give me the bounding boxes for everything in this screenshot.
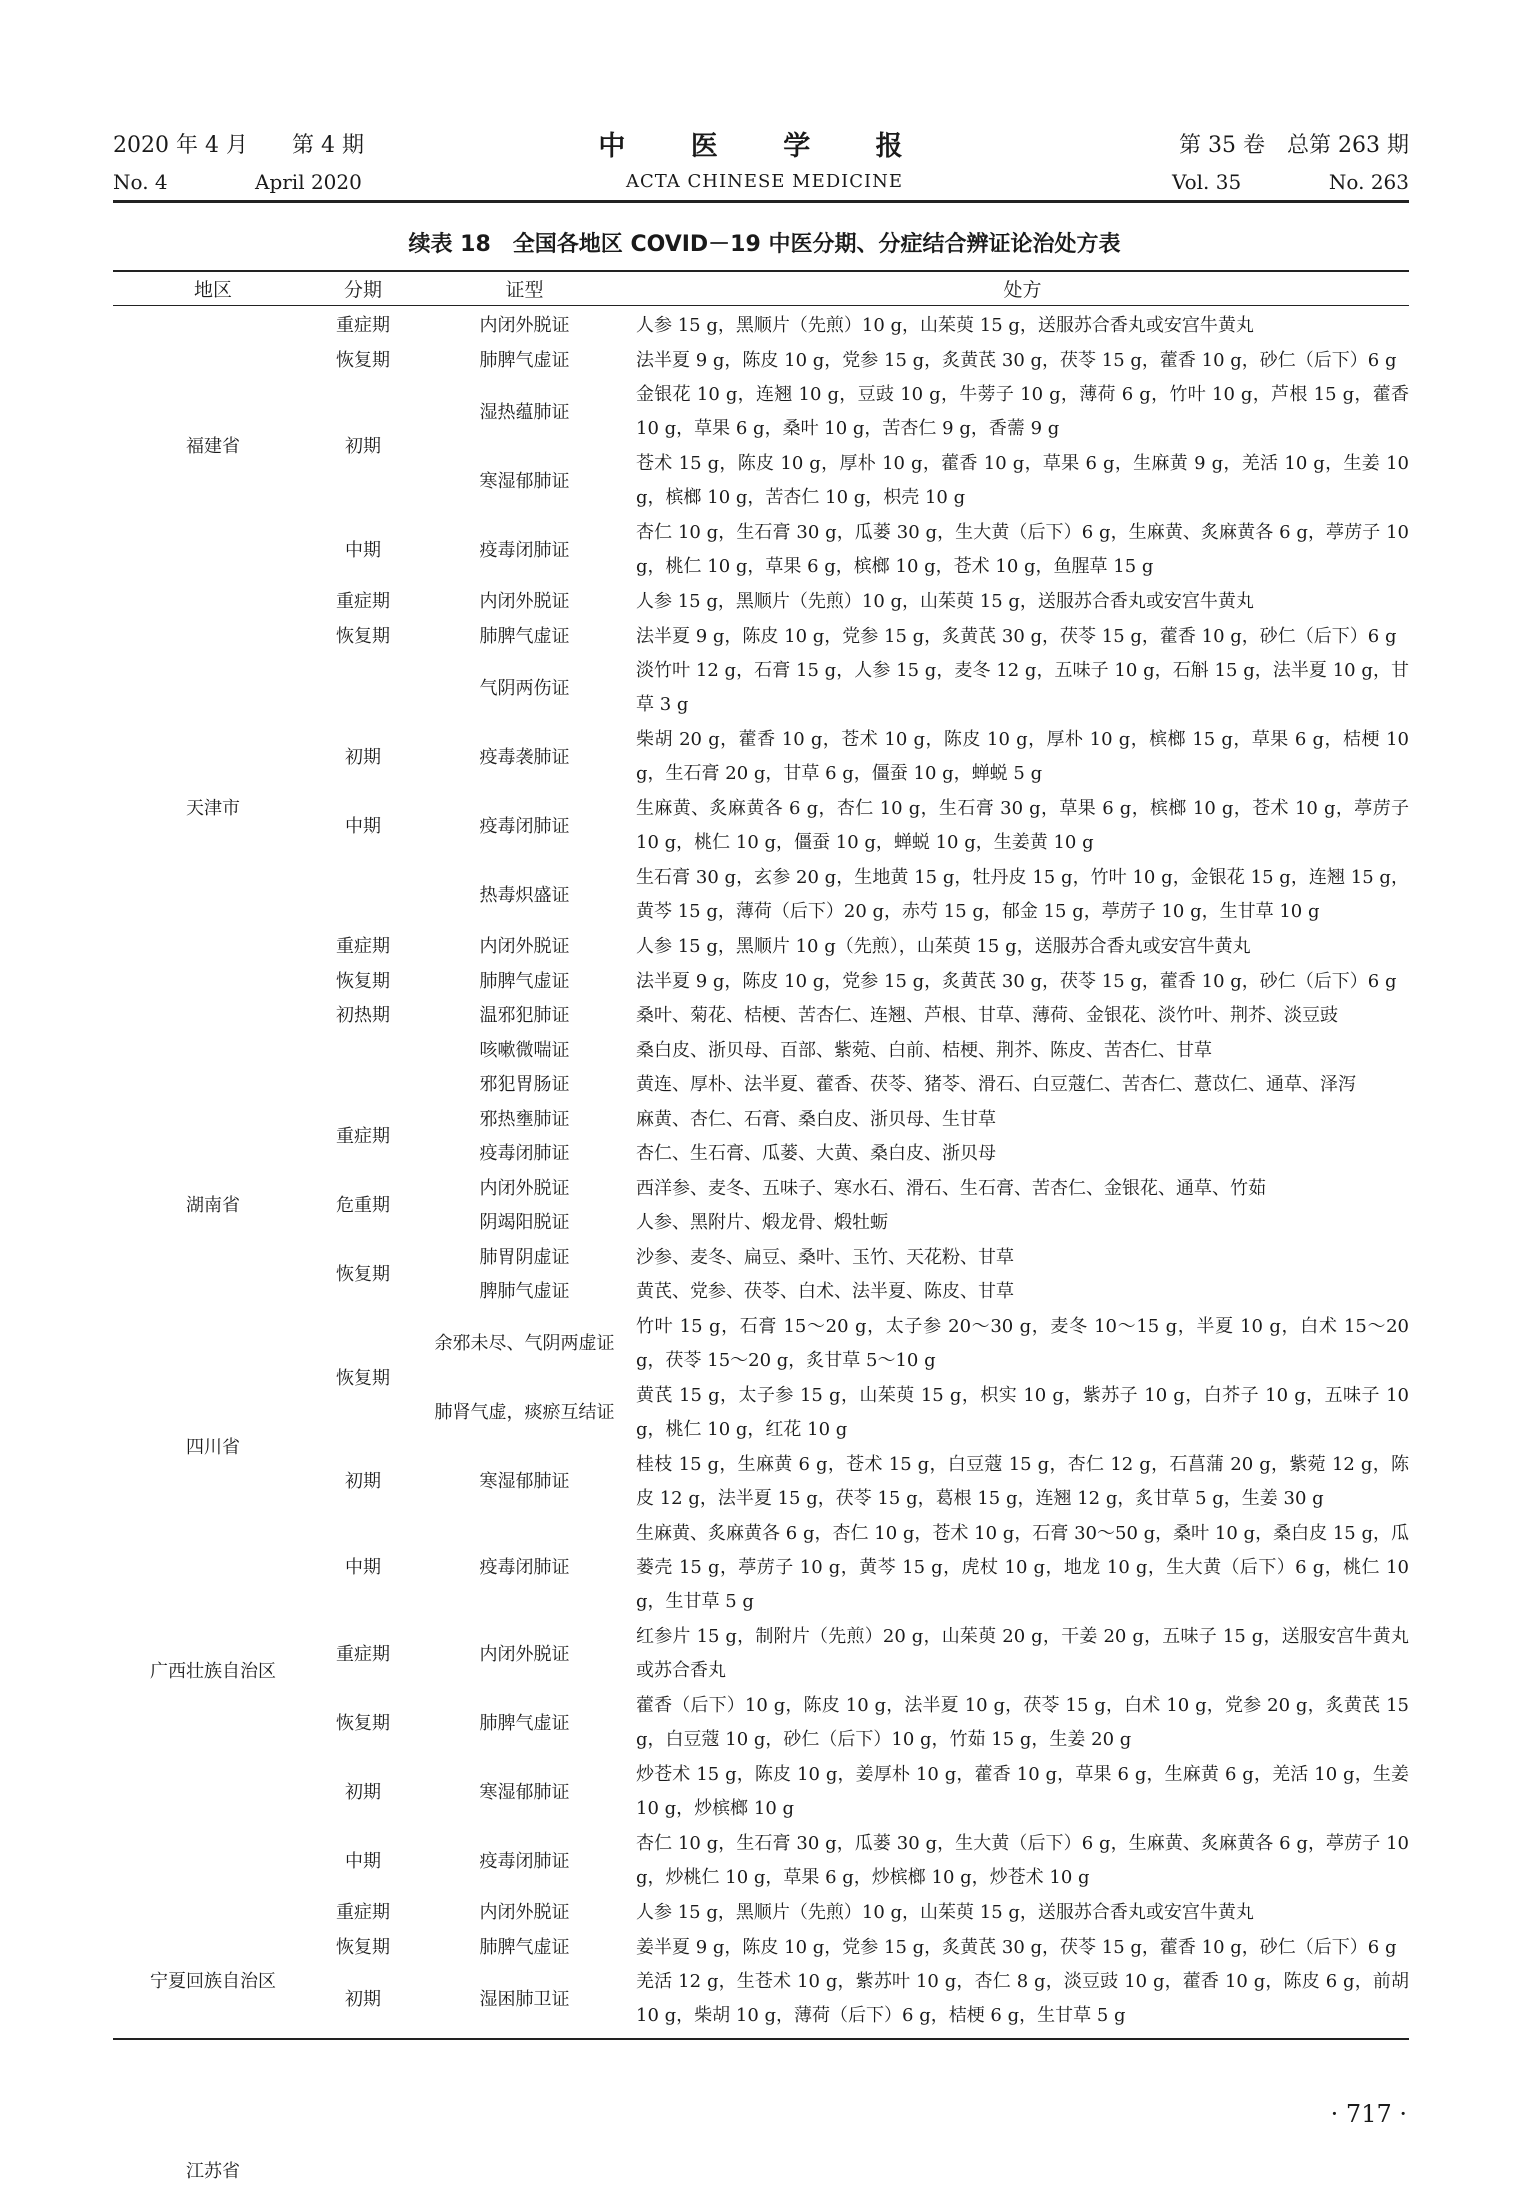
stage-cell: 重症期 (336, 1126, 390, 1147)
syndrome-cell: 热毒炽盛证 (479, 884, 570, 906)
region-cell: 湖南省 (186, 1195, 240, 1216)
header-issue-no: No. 4 (113, 170, 168, 194)
prescription-cell: 生麻黄、炙麻黄各 6 g，杏仁 10 g，苍术 10 g，石膏 30～50 g，桑叶 10 g，桑白皮 15 g，瓜蒌壳 15 g，葶苈子 10 g，黄芩 15 g，虎杖 10 g，地龙 10 g，生大黄（后下）6 g，桃仁 10 g，生甘草 5 g (636, 1522, 1409, 1612)
syndrome-cell: 寒湿郁肺证 (479, 1471, 570, 1492)
column-header-type: 证型 (505, 279, 544, 301)
prescription-cell: 人参 15 g，黑顺片（先煎）10 g，山茱萸 15 g，送服苏合香丸或安宫牛黄丸 (636, 591, 1254, 612)
prescription-cell: 金银花 10 g，连翘 10 g，豆豉 10 g，牛蒡子 10 g，薄荷 6 g，竹叶 10 g，芦根 15 g，藿香 10 g，草果 6 g，桑叶 10 g，苦杏仁 9 g，香薷 9 g (636, 384, 1409, 439)
syndrome-cell: 咳嗽微喘证 (479, 1039, 570, 1061)
journal-title: 中 医 学 报 (598, 131, 931, 162)
syndrome-cell: 疫毒袭肺证 (479, 746, 570, 768)
prescription-cell: 红参片 15 g，制附片（先煎）20 g，山茱萸 20 g，干姜 20 g，五味子 15 g，送服安宫牛黄丸或苏合香丸 (636, 1626, 1409, 1681)
stage-cell: 恢复期 (336, 1367, 390, 1389)
prescription-cell: 炒苍术 15 g，陈皮 10 g，姜厚朴 10 g，藿香 10 g，草果 6 g，生麻黄 6 g，羌活 10 g，生姜 10 g，炒槟榔 10 g (636, 1764, 1409, 1819)
prescription-cell: 桑叶、菊花、桔梗、苦杏仁、连翘、芦根、甘草、薄荷、金银花、淡竹叶、荆芥、淡豆豉 (636, 1005, 1338, 1026)
header-issue-cn: 2020 年 4 月 第 4 期 (113, 133, 364, 158)
syndrome-cell: 肺脾气虚证 (479, 1712, 570, 1734)
region-cell: 宁夏回族自治区 (150, 1971, 276, 1993)
region-cell: 广西壮族自治区 (150, 1660, 276, 1682)
prescription-cell: 法半夏 9 g，陈皮 10 g，党参 15 g，炙黄芪 30 g，茯苓 15 g，藿香 10 g，砂仁（后下）6 g (636, 349, 1397, 371)
prescription-cell: 生石膏 30 g，玄参 20 g，生地黄 15 g，牡丹皮 15 g，竹叶 10 g，金银花 15 g，连翘 15 g，黄芩 15 g，薄荷（后下）20 g，赤芍 15 g，郁金 15 g，葶苈子 10 g，生甘草 10 g (636, 867, 1409, 922)
stage-cell: 重症期 (336, 1643, 390, 1665)
syndrome-cell: 邪热壅肺证 (479, 1108, 570, 1130)
header-volume-cn: 第 35 卷 总第 263 期 (1179, 133, 1409, 158)
prescription-cell: 沙参、麦冬、扁豆、桑叶、玉竹、天花粉、甘草 (636, 1246, 1014, 1268)
stage-cell: 中期 (345, 1850, 381, 1872)
stage-cell: 初期 (345, 1471, 381, 1492)
prescription-cell: 西洋参、麦冬、五味子、寒水石、滑石、生石膏、苦杏仁、金银花、通草、竹茹 (636, 1177, 1266, 1199)
syndrome-cell: 余邪未尽、气阴两虚证 (434, 1333, 615, 1354)
region-cell: 天津市 (186, 798, 240, 820)
syndrome-cell: 寒湿郁肺证 (479, 470, 570, 492)
prescription-cell: 淡竹叶 12 g，石膏 15 g，人参 15 g，麦冬 12 g，五味子 10 g，石斛 15 g，法半夏 10 g，甘草 3 g (636, 660, 1409, 715)
stage-cell: 初期 (345, 1781, 381, 1803)
header-total-no: No. 263 (1328, 170, 1409, 194)
prescription-cell: 人参、黑附片、煅龙骨、煅牡蛎 (636, 1212, 888, 1233)
prescription-cell: 人参 15 g，黑顺片（先煎）10 g，山茱萸 15 g，送服苏合香丸或安宫牛黄丸 (636, 315, 1254, 336)
stage-cell: 重症期 (336, 591, 390, 613)
syndrome-cell: 疫毒闭肺证 (479, 815, 570, 837)
stage-cell: 恢复期 (336, 349, 390, 371)
syndrome-cell: 肺脾气虚证 (479, 625, 570, 647)
syndrome-cell: 肺肾气虚，痰瘀互结证 (434, 1402, 615, 1423)
region-cell: 江苏省 (186, 2161, 240, 2182)
syndrome-cell: 肺脾气虚证 (479, 1936, 570, 1958)
syndrome-cell: 邪犯胃肠证 (479, 1074, 570, 1096)
column-header-stage: 分期 (343, 279, 382, 301)
stage-cell (313, 1034, 413, 1103)
table-bottom-rule (113, 2038, 1409, 2040)
stage-cell: 初期 (345, 436, 381, 457)
syndrome-cell: 肺脾气虚证 (479, 970, 570, 992)
header-volume: Vol. 35 (1172, 170, 1242, 194)
syndrome-cell: 疫毒闭肺证 (479, 1143, 570, 1165)
stage-cell: 恢复期 (336, 1712, 390, 1734)
table-title: 续表 18 全国各地区 COVID－19 中医分期、分症结合辨证论治处方表 (408, 232, 1121, 257)
syndrome-cell: 湿热蕴肺证 (479, 401, 570, 423)
prescription-cell: 黄芪、党参、茯苓、白术、法半夏、陈皮、甘草 (636, 1281, 1014, 1302)
table-top-rule (113, 270, 1409, 272)
prescription-cell: 桑白皮、浙贝母、百部、紫菀、白前、桔梗、荆芥、陈皮、苦杏仁、甘草 (636, 1039, 1212, 1061)
syndrome-cell: 内闭外脱证 (479, 1902, 570, 1924)
page-number: · 717 · (1330, 2100, 1407, 2128)
prescription-cell: 麻黄、杏仁、石膏、桑白皮、浙贝母、生甘草 (636, 1108, 996, 1130)
syndrome-cell: 寒湿郁肺证 (479, 1781, 570, 1803)
column-header-region: 地区 (193, 279, 232, 301)
prescription-cell: 桂枝 15 g，生麻黄 6 g，苍术 15 g，白豆蔻 15 g，杏仁 12 g，石菖蒲 20 g，紫菀 12 g，陈皮 12 g，法半夏 15 g，茯苓 15 g，葛根 15 g，连翘 12 g，炙甘草 5 g，生姜 30 g (636, 1453, 1409, 1509)
stage-cell: 恢复期 (336, 1936, 390, 1958)
stage-cell: 恢复期 (336, 1264, 390, 1285)
prescription-cell: 法半夏 9 g，陈皮 10 g，党参 15 g，炙黄芪 30 g，茯苓 15 g，藿香 10 g，砂仁（后下）6 g (636, 970, 1397, 992)
syndrome-cell: 温邪犯肺证 (479, 1005, 570, 1027)
stage-cell (313, 861, 413, 930)
stage-cell: 初热期 (336, 1005, 390, 1027)
syndrome-cell: 阴竭阳脱证 (479, 1212, 570, 1234)
stage-cell (313, 654, 413, 723)
stage-cell: 恢复期 (336, 970, 390, 992)
journal-title-en: ACTA CHINESE MEDICINE (625, 171, 904, 192)
prescription-cell: 羌活 12 g，生苍术 10 g，紫苏叶 10 g，杏仁 8 g，淡豆豉 10 g，藿香 10 g，陈皮 6 g，前胡 10 g，柴胡 10 g，薄荷（后下）6 g，桔梗 6 g，生甘草 5 g (636, 1971, 1409, 2026)
stage-cell: 中期 (345, 1557, 381, 1579)
syndrome-cell: 内闭外脱证 (479, 315, 570, 337)
syndrome-cell: 脾肺气虚证 (479, 1281, 570, 1303)
header-issue-date: April 2020 (255, 170, 362, 194)
region-cell: 福建省 (186, 436, 240, 457)
syndrome-cell: 内闭外脱证 (479, 1643, 570, 1665)
prescription-cell: 人参 15 g，黑顺片（先煎）10 g，山茱萸 15 g，送服苏合香丸或安宫牛黄丸 (636, 1902, 1254, 1923)
stage-cell: 重症期 (336, 315, 390, 337)
syndrome-cell: 疫毒闭肺证 (479, 539, 570, 561)
column-header-prescription: 处方 (1003, 279, 1042, 301)
prescription-cell: 竹叶 15 g，石膏 15～20 g，太子参 20～30 g，麦冬 10～15 g，半夏 10 g，白术 15～20 g，茯苓 15～20 g，炙甘草 5～10 g (636, 1315, 1409, 1371)
prescription-cell: 藿香（后下）10 g，陈皮 10 g，法半夏 10 g，茯苓 15 g，白术 10 g，党参 20 g，炙黄芪 15 g，白豆蔻 10 g，砂仁（后下）10 g，竹茹 15 g，生姜 20 g (636, 1695, 1409, 1750)
prescription-cell: 人参 15 g，黑顺片 10 g（先煎），山茱萸 15 g，送服苏合香丸或安宫牛黄丸 (636, 936, 1251, 957)
syndrome-cell: 内闭外脱证 (479, 591, 570, 613)
syndrome-cell: 内闭外脱证 (479, 936, 570, 958)
stage-cell: 中期 (345, 539, 381, 561)
syndrome-cell: 内闭外脱证 (479, 1177, 570, 1199)
syndrome-cell: 肺脾气虚证 (479, 349, 570, 371)
prescription-cell: 苍术 15 g，陈皮 10 g，厚朴 10 g，藿香 10 g，草果 6 g，生麻黄 9 g，羌活 10 g，生姜 10 g，槟榔 10 g，苦杏仁 10 g，枳壳 10 g (636, 453, 1409, 508)
prescription-cell: 姜半夏 9 g，陈皮 10 g，党参 15 g，炙黄芪 30 g，茯苓 15 g，藿香 10 g，砂仁（后下）6 g (636, 1936, 1397, 1958)
prescription-cell: 杏仁 10 g，生石膏 30 g，瓜蒌 30 g，生大黄（后下）6 g，生麻黄、炙麻黄各 6 g，葶苈子 10 g，炒桃仁 10 g，草果 6 g，炒槟榔 10 g，炒苍术 10 g (636, 1833, 1409, 1888)
prescription-cell: 生麻黄、炙麻黄各 6 g，杏仁 10 g，生石膏 30 g，草果 6 g，槟榔 10 g，苍术 10 g，葶苈子 10 g，桃仁 10 g，僵蚕 10 g，蝉蜕 10 g，生姜黄 10 g (636, 798, 1409, 853)
stage-cell: 危重期 (336, 1195, 390, 1216)
prescription-cell: 柴胡 20 g，藿香 10 g，苍术 10 g，陈皮 10 g，厚朴 10 g，槟榔 15 g，草果 6 g，桔梗 10 g，生石膏 20 g，甘草 6 g，僵蚕 10 g，蝉蜕 5 g (636, 729, 1409, 784)
syndrome-cell: 湿困肺卫证 (479, 1988, 570, 2010)
stage-cell: 重症期 (336, 936, 390, 958)
region-cell: 四川省 (186, 1436, 240, 1458)
header-rule (113, 200, 1409, 203)
syndrome-cell: 气阴两伤证 (479, 677, 570, 699)
prescription-cell: 法半夏 9 g，陈皮 10 g，党参 15 g，炙黄芪 30 g，茯苓 15 g，藿香 10 g，砂仁（后下）6 g (636, 625, 1397, 647)
stage-cell: 恢复期 (336, 625, 390, 647)
prescription-cell: 杏仁、生石膏、瓜蒌、大黄、桑白皮、浙贝母 (636, 1143, 996, 1164)
prescription-cell: 杏仁 10 g，生石膏 30 g，瓜蒌 30 g，生大黄（后下）6 g，生麻黄、炙麻黄各 6 g，葶苈子 10 g，桃仁 10 g，草果 6 g，槟榔 10 g，苍术 10 g，鱼腥草 15 g (636, 522, 1409, 577)
stage-cell: 初期 (345, 1988, 381, 2010)
prescription-cell: 黄芪 15 g，太子参 15 g，山茱萸 15 g，枳实 10 g，紫苏子 10 g，白芥子 10 g，五味子 10 g，桃仁 10 g，红花 10 g (636, 1384, 1409, 1440)
stage-cell: 中期 (345, 815, 381, 837)
table-header-rule (113, 305, 1409, 306)
syndrome-cell: 肺胃阴虚证 (479, 1246, 570, 1268)
syndrome-cell: 疫毒闭肺证 (479, 1557, 570, 1579)
syndrome-cell: 疫毒闭肺证 (479, 1850, 570, 1872)
stage-cell: 重症期 (336, 1902, 390, 1924)
stage-cell: 初期 (345, 746, 381, 768)
prescription-cell: 黄连、厚朴、法半夏、藿香、茯苓、猪苓、滑石、白豆蔻仁、苦杏仁、薏苡仁、通草、泽泻 (636, 1074, 1356, 1095)
